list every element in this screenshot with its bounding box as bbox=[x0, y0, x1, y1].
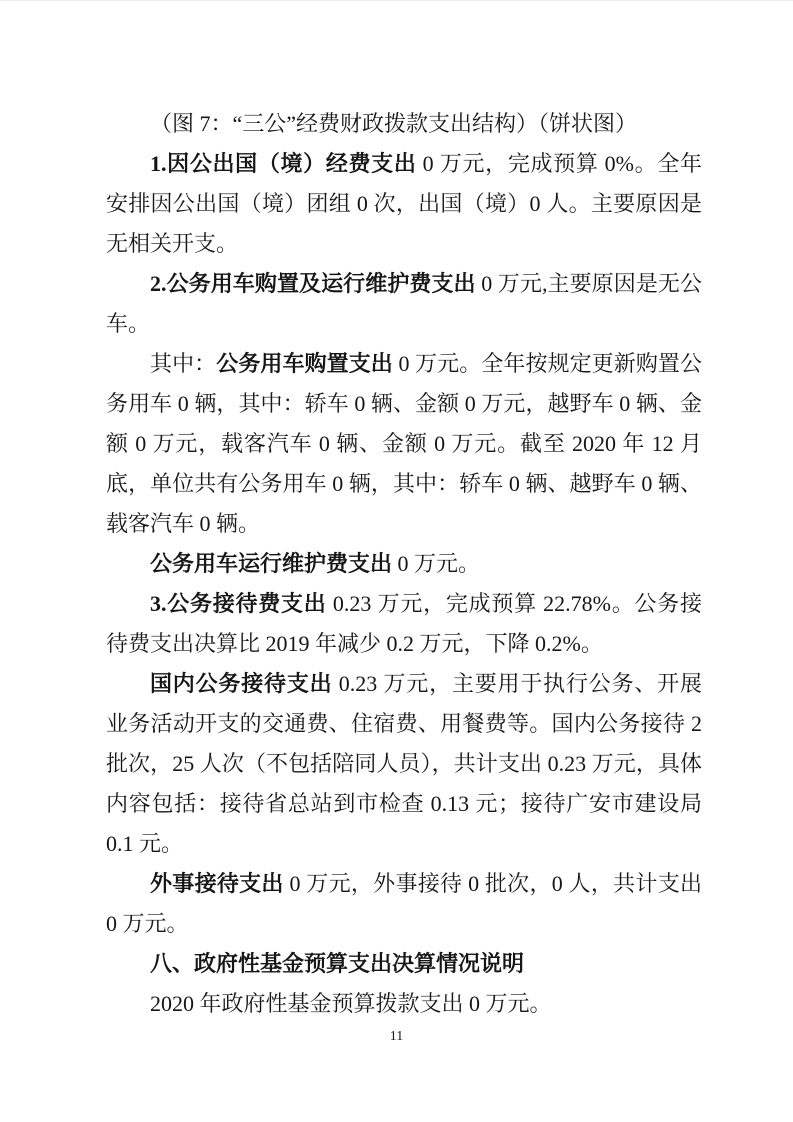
paragraph-vehicle-maintenance bbox=[106, 544, 702, 584]
text-segment: 0 万元，外事接待 0 批次，0 人，共计支出 0 万元。 bbox=[106, 871, 702, 936]
section-heading-government-fund bbox=[106, 944, 702, 984]
bold-text-segment: 1.因公出国（境）经费支出 bbox=[150, 151, 417, 176]
bold-text-segment: 公务用车运行维护费支出 bbox=[150, 551, 393, 576]
document-content bbox=[106, 104, 702, 1024]
bold-text-segment: 八、政府性基金预算支出决算情况说明 bbox=[150, 951, 525, 976]
text-segment: 0 万元。全年按规定更新购置公务用车 0 辆，其中：轿车 0 辆、金额 0 万元，越野车 0 辆、金额 0 万元，载客汽车 0 辆、金额 0 万元。截至 2020 年 12 月底，单位共有公务用车 0 辆，其中：轿车 0 辆、越野车 0 辆、载客汽车 0 辆。 bbox=[106, 351, 702, 536]
text-segment: 0 万元，完成预算 0%。全年安排因公出国（境）团组 0 次，出国（境）0 人。主要原因是无相关开支。 bbox=[106, 151, 702, 256]
text-segment: （图 7：“三公”经费财政拨款支出结构）（饼状图） bbox=[150, 111, 638, 136]
text-segment: 0 万元。 bbox=[392, 551, 481, 576]
paragraph-domestic-reception bbox=[106, 664, 702, 864]
paragraph-vehicle-purchase bbox=[106, 344, 702, 544]
text-segment: 0.23 万元，主要用于执行公务、开展业务活动开支的交通费、住宿费、用餐费等。国内公务接待 2 批次，25 人次（不包括陪同人员），共计支出 0.23 万元，具体内容包括：接待省总站到市检查 0.13 元；接待广安市建设局 0.1 元。 bbox=[106, 671, 702, 856]
paragraph-vehicle-expense bbox=[106, 264, 702, 344]
bold-text-segment: 国内公务接待支出 bbox=[150, 671, 333, 696]
text-segment: 2020 年政府性基金预算拨款支出 0 万元。 bbox=[150, 991, 552, 1016]
figure-caption bbox=[106, 104, 702, 144]
page-footer bbox=[0, 1027, 793, 1046]
bold-text-segment: 外事接待支出 bbox=[150, 871, 284, 896]
paragraph-reception-expense bbox=[106, 584, 702, 664]
text-segment: 其中： bbox=[150, 351, 217, 376]
paragraph-foreign-reception bbox=[106, 864, 702, 944]
page-number: 11 bbox=[389, 1029, 404, 1044]
text-segment: 0 万元,主要原因是无公车。 bbox=[106, 271, 702, 336]
bold-text-segment: 公务用车购置支出 bbox=[216, 351, 393, 376]
paragraph-government-fund bbox=[106, 984, 702, 1024]
bold-text-segment: 3.公务接待费支出 bbox=[150, 591, 327, 616]
paragraph-abroad-expense bbox=[106, 144, 702, 264]
text-segment: 0.23 万元，完成预算 22.78%。公务接待费支出决算比 2019 年减少 0.2 万元，下降 0.2%。 bbox=[106, 591, 702, 656]
bold-text-segment: 2.公务用车购置及运行维护费支出 bbox=[150, 271, 476, 296]
